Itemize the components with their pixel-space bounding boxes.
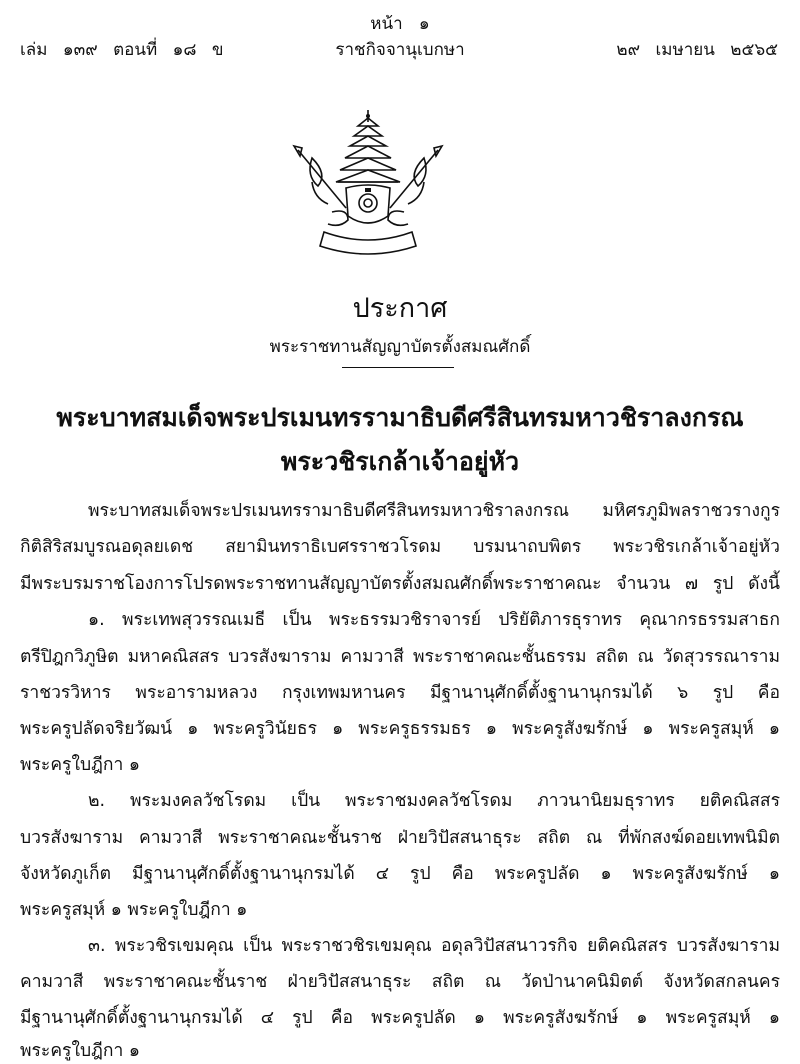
body-line: คามวาสี พระราชาคณะชั้นราช ฝ่ายวิปัสสนาธุระ สถิต ณ วัดป่านาคนิมิตต์ จังหวัดสกลนคร	[20, 972, 780, 992]
body-line: บวรสังฆาราม คามวาสี พระราชาคณะชั้นราช ฝ่ายวิปัสสนาธุระ สถิต ณ ที่พักสงฆ์ดอยเทพนิมิต	[20, 828, 780, 848]
section-type: ข	[211, 40, 224, 60]
body-line: พระครูสมุห์ ๑ พระครูใบฎีกา ๑	[20, 900, 248, 920]
body-line: กิติสิริสมบูรณอดุลยเดช สยามินทราธิเบศรราชวโรดม บรมนาถบพิตร พระวชิรเกล้าเจ้าอยู่หัว	[20, 537, 780, 557]
body-line: มีฐานานุศักดิ์ตั้งฐานานุกรมได้ ๔ รูป คือ พระครูปลัด ๑ พระครูสังฆรักษ์ ๑ พระครูสมุห์ ๑	[20, 1008, 780, 1028]
date-day: ๒๙	[616, 40, 641, 60]
body-line: ๒. พระมงคลวัชโรดม เป็น พระราชมงคลวัชโรดม ภาวนานิยมธุราทร ยติคณิสสร	[88, 791, 780, 811]
volume-number: ๑๓๙	[62, 40, 98, 60]
body-line: จังหวัดภูเก็ต มีฐานานุศักดิ์ตั้งฐานานุกรมได้ ๔ รูป คือ พระครูปลัด ๑ พระครูสังฆรักษ์ ๑	[20, 864, 780, 884]
body-line: ๑. พระเทพสุวรรณเมธี เป็น พระธรรมวชิราจารย์ ปริยัติภารธุราทร คุณากรธรรมสาธก	[88, 610, 780, 630]
body-line: มีพระบรมราชโองการโปรดพระราชทานสัญญาบัตรตั้งสมณศักดิ์พระราชาคณะ จำนวน ๗ รูป ดังนี้	[20, 574, 780, 594]
body-line: ตรีปิฎกวิภูษิต มหาคณิสสร บวรสังฆาราม คามวาสี พระราชาคณะชั้นธรรม สถิต ณ วัดสุวรรณาราม	[20, 647, 780, 667]
king-title-line-1: พระบาทสมเด็จพระปรเมนทรรามาธิบดีศรีสินทรมหาวชิราลงกรณ	[56, 403, 744, 432]
date-year: ๒๕๖๕	[730, 40, 778, 60]
page-number	[0, 10, 800, 37]
announcement-title: ประกาศ	[352, 293, 448, 324]
running-header	[0, 36, 800, 64]
volume-label: เล่ม	[20, 40, 48, 60]
page-label: หน้า	[370, 14, 403, 34]
announcement-subtitle: พระราชทานสัญญาบัตรตั้งสมณศักดิ์	[269, 337, 531, 357]
section-label: ตอนที่	[113, 40, 158, 60]
body-line: พระครูใบฎีกา ๑	[20, 1041, 140, 1061]
title-divider	[342, 367, 454, 368]
body-line: ราชวรวิหาร พระอารามหลวง กรุงเทพมหานคร มีฐานานุศักดิ์ตั้งฐานานุกรมได้ ๖ รูป คือ	[20, 683, 780, 703]
section-number: ๑๘	[172, 40, 197, 60]
page-number-value: ๑	[418, 14, 430, 34]
publication-name: ราชกิจจานุเบกษา	[335, 40, 465, 60]
body-line: ๓. พระวชิรเขมคุณ เป็น พระราชวชิรเขมคุณ อดุลวิปัสสนาวรกิจ ยติคณิสสร บวรสังฆาราม	[88, 936, 780, 956]
body-line: พระครูใบฎีกา ๑	[20, 755, 140, 775]
date-month: เมษายน	[655, 40, 715, 60]
body-line: พระครูปลัดจริยวัฒน์ ๑ พระครูวินัยธร ๑ พระครูธรรมธร ๑ พระครูสังฆรักษ์ ๑ พระครูสมุห์ ๑	[20, 719, 780, 739]
king-title-line-2: พระวชิรเกล้าเจ้าอยู่หัว	[280, 447, 520, 476]
body-line: พระบาทสมเด็จพระปรเมนทรรามาธิบดีศรีสินทรมหาวชิราลงกรณ มหิศรภูมิพลราชวรางกูร	[88, 501, 780, 521]
royal-emblem-icon	[288, 108, 448, 268]
publication-date	[606, 36, 778, 63]
